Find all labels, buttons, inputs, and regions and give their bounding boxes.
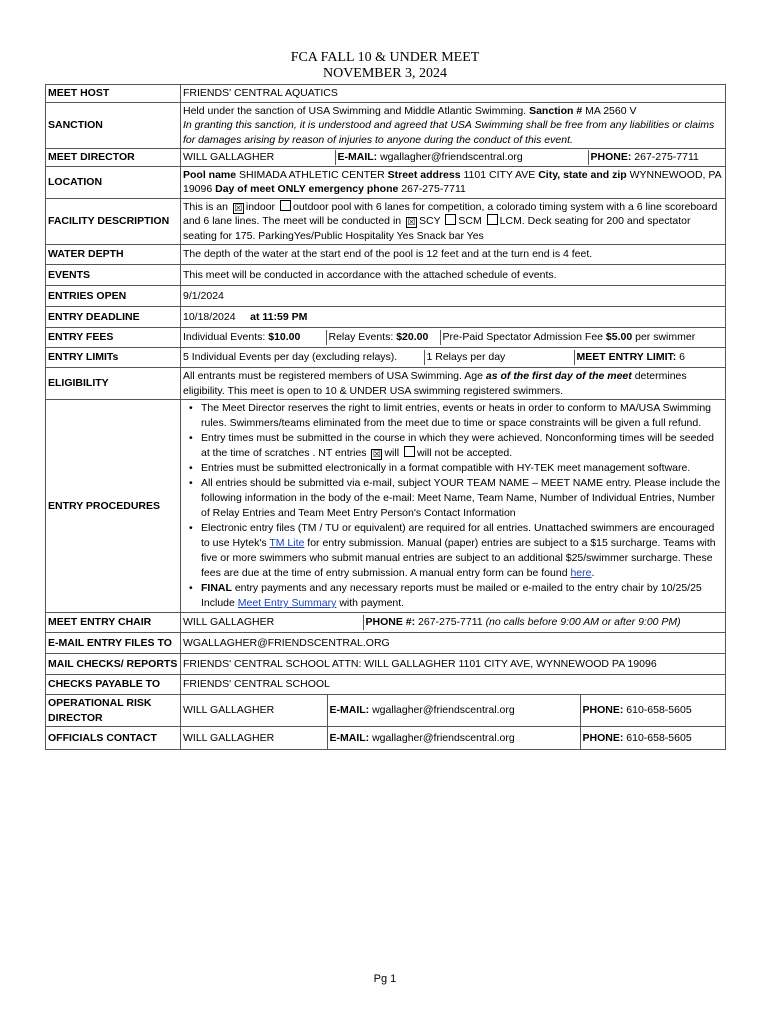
director-phone: 267-275-7711 [634, 151, 699, 163]
facility-text-1: This is an [183, 200, 228, 213]
procedure-3: Entries must be submitted electronically in a format compatible with HY-TEK meet management software. [201, 462, 691, 474]
water-depth-value: The depth of the water at the start end of the pool is 12 feet and at the turn end is 4 feet. [181, 245, 726, 265]
officials-contact-label: OFFICIALS CONTACT [46, 727, 181, 750]
eligibility-text-2: as of the first day of the meet [485, 370, 632, 382]
row-meet-host [46, 85, 726, 103]
individual-fee-label: Individual Events: [183, 331, 266, 344]
procedure-6-bold: FINAL [201, 582, 232, 594]
officials-email-label: E-MAIL: [329, 731, 370, 744]
entry-procedures-value [181, 400, 726, 613]
scm-checkbox [445, 214, 456, 225]
director-name: WILL GALLAGHER [183, 151, 275, 163]
procedure-2-text: Entry times must be submitted in the course in which they were achieved. Nonconforming times will be seeded at the time of scratches . NT entries [201, 432, 714, 459]
officials-name: WILL GALLAGHER [183, 731, 275, 744]
document-date: NOVEMBER 3, 2024 [322, 66, 448, 81]
deadline-date: 10/18/2024 [183, 310, 236, 323]
pool-name: SHIMADA ATHLETIC CENTER [239, 168, 385, 181]
deadline-time: at 11:59 PM [250, 310, 308, 323]
chair-phone-label: PHONE #: [365, 616, 416, 629]
row-events [46, 265, 726, 286]
relay-fee-label: Relay Events: [328, 331, 394, 344]
row-mail-checks [46, 654, 726, 675]
procedure-6-end: with payment. [339, 597, 405, 609]
director-phone-label: PHONE: [590, 151, 632, 163]
entry-procedures-label: ENTRY PROCEDURES [46, 400, 181, 613]
facility-scm-text: SCM [458, 215, 482, 227]
nt-will-checkbox: ☒ [372, 449, 381, 459]
procedure-5-text-b: for entry submission. Manual (paper) entries are subject to a $15 surcharge. Teams with five or more swimmers who submit manual entries are subject to an additional $25/swimmer surcharge. These fees are due at the time of entry submission. A manual entry form can be found [201, 537, 716, 579]
officials-phone: 610-658-5605 [626, 731, 692, 744]
meet-host-label: MEET HOST [46, 85, 181, 103]
director-email-label: E-MAIL: [337, 151, 378, 163]
individual-fee: $10.00 [268, 331, 301, 344]
sanction-label: SANCTION [46, 102, 181, 149]
city: WYNNEWOOD, PA 19096 [183, 168, 722, 195]
procedure-5-end: . [591, 567, 595, 579]
row-water-depth [46, 245, 726, 265]
row-eligibility [46, 368, 726, 400]
events-label: EVENTS [46, 265, 181, 286]
mail-checks-label: MAIL CHECKS/ REPORTS [46, 654, 181, 675]
indoor-checkbox: ☒ [234, 202, 243, 213]
street: 1101 CITY AVE [463, 168, 536, 181]
sanction-number: MA 2560 V [585, 104, 637, 117]
checks-payable-label: CHECKS PAYABLE TO [46, 675, 181, 695]
pool-name-label: Pool name [183, 168, 237, 181]
events-value: This meet will be conducted in accordance with the attached schedule of events. [181, 265, 726, 286]
row-entries-open [46, 286, 726, 307]
entries-open-value: 9/1/2024 [181, 286, 726, 307]
water-depth-label: WATER DEPTH [46, 245, 181, 265]
eligibility-text-1: All entrants must be registered members of USA Swimming. Age [183, 370, 483, 382]
meet-director-label: MEET DIRECTOR [46, 149, 181, 167]
location-value [181, 166, 726, 198]
row-meet-entry-chair [46, 613, 726, 633]
entries-open-label: ENTRIES OPEN [46, 286, 181, 307]
row-facility [46, 198, 726, 245]
procedure-6-text: entry payments and any necessary reports must be mailed or e-mailed to the entry chair by 10/25/25 Include [201, 582, 702, 609]
sanction-number-label: Sanction # [529, 104, 583, 117]
list-item: • Electronic entry files (TM / TU or equivalent) are required for all entries. Unattached swimmers are encouraged to use Hytek's TM Lite for entry submission. Manual (paper) entries are subject to a $15 surcharge. Teams with five or more swimmers who submit manual entries are subject to an additional $25/swimmer surcharge. These fees are due at the time of entry submission. A manual entry form can be found here. [189, 522, 716, 579]
procedure-5-text: Electronic entry files (TM / TU or equivalent) are required for all entries. Unattached swimmers are encouraged to use Hytek's [201, 522, 715, 549]
row-operational-risk [46, 695, 726, 727]
document-title: FCA FALL 10 & UNDER MEET [290, 50, 480, 65]
procedure-2-will-not: will not be accepted. [416, 447, 513, 459]
risk-phone-label: PHONE: [582, 704, 624, 717]
entry-fees-label: ENTRY FEES [46, 328, 181, 348]
meet-entry-chair-label: MEET ENTRY CHAIR [46, 613, 181, 633]
relay-fee: $20.00 [396, 331, 429, 344]
eligibility-label: ELIGIBILITY [46, 368, 181, 400]
risk-email: wgallagher@friendscentral.org [372, 704, 515, 717]
facility-text-3: outdoor pool with 6 lanes for competition, a colorado timing system with a 6 line scoreboard and 6 lane lines. The meet will be conducted in [183, 200, 718, 227]
emergency-phone: 267-275-7711 [401, 183, 466, 195]
meet-entry-limit-label: MEET ENTRY LIMIT: [576, 351, 677, 364]
nt-will-not-checkbox [404, 446, 415, 457]
emergency-phone-label: Day of meet ONLY emergency phone [215, 183, 399, 195]
list-item: • All entries should be submitted via e-mail, subject YOUR TEAM NAME – MEET NAME entry. Please include the following information in the body of the e-mail: Meet Name, Team Name, Number of Individual Entries, Number of Relay Entries and Team Meet Entry Person's Contact Information [189, 477, 721, 519]
procedures-list [183, 401, 723, 611]
lcm-checkbox [487, 214, 498, 225]
facility-label: FACILITY DESCRIPTION [46, 198, 181, 245]
risk-name: WILL GALLAGHER [183, 704, 275, 717]
meet-host-value: FRIENDS' CENTRAL AQUATICS [181, 85, 726, 103]
procedure-2-will: will [384, 447, 400, 459]
city-label: City, state and zip [538, 168, 627, 181]
list-item: • The Meet Director reserves the right to limit entries, events or heats in order to conform to MA/USA Swimming rules. Swimmers/teams eliminated from the meet due to time or space constraints will be given a full refund. [189, 402, 712, 429]
meet-entry-limit: 6 [679, 351, 686, 364]
row-entry-fees [46, 328, 726, 348]
row-meet-director [46, 149, 726, 167]
street-label: Street address [387, 168, 461, 181]
meet-entry-summary-link[interactable]: Meet Entry Summary [237, 597, 337, 609]
page-number: Pg 1 [373, 973, 397, 985]
email-entry-files-value: WGALLAGHER@FRIENDSCENTRAL.ORG [181, 633, 726, 654]
spectator-fee-suffix: per swimmer [635, 331, 696, 344]
entry-deadline-label: ENTRY DEADLINE [46, 307, 181, 328]
mail-checks-value: FRIENDS' CENTRAL SCHOOL ATTN: WILL GALLAGHER 1101 CITY AVE, WYNNEWOOD PA 19096 [181, 654, 726, 675]
list-item: • Entries must be submitted electronically in a format compatible with HY-TEK meet management software. [189, 462, 691, 474]
operational-risk-label: OPERATIONAL RISK DIRECTOR [46, 695, 181, 727]
row-entry-limits [46, 348, 726, 368]
director-email: wgallagher@friendscentral.org [380, 151, 523, 163]
list-item: • FINAL entry payments and any necessary reports must be mailed or e-mailed to the entry chair by 10/25/25 Include Meet Entry Summary with payment. [189, 582, 702, 609]
row-location [46, 166, 726, 198]
risk-email-label: E-MAIL: [329, 704, 370, 717]
facility-indoor-text: indoor [245, 200, 276, 213]
chair-phone: 267-275-7711 [418, 616, 483, 629]
list-item: • Entry times must be submitted in the course in which they were achieved. Nonconforming times will be seeded at the time of scratches . NT entries ☒ will will not be accepted. [189, 432, 714, 459]
location-label: LOCATION [46, 166, 181, 198]
individual-limit: 5 Individual Events per day (excluding relays). [183, 351, 398, 364]
manual-entry-form-link[interactable]: here [570, 567, 592, 579]
sanction-text: Held under the sanction of USA Swimming and Middle Atlantic Swimming. [183, 104, 527, 117]
outdoor-checkbox [280, 200, 291, 211]
row-entry-procedures [46, 400, 726, 613]
eligibility-text-3: determines eligibility. This meet is open to 10 & UNDER USA swimming registered swimmers. [183, 370, 687, 397]
tm-lite-link[interactable]: TM Lite [269, 537, 305, 549]
officials-email: wgallagher@friendscentral.org [372, 731, 515, 744]
eligibility-value [181, 368, 726, 400]
facility-scy-text: SCY [419, 215, 441, 227]
email-entry-files-label: E-MAIL ENTRY FILES TO [46, 633, 181, 654]
sanction-value [181, 102, 726, 149]
meet-info-table [45, 84, 726, 750]
scy-checkbox: ☒ [407, 217, 416, 227]
row-sanction [46, 102, 726, 149]
relay-limit: 1 Relays per day [424, 350, 574, 365]
facility-text-6: LCM. Deck seating for 200 and spectator seating for 175. ParkingYes/Public Hospitality Yes Snack bar Yes [183, 215, 691, 242]
procedure-1: The Meet Director reserves the right to limit entries, events or heats in order to conform to MA/USA Swimming rules. Swimmers/teams eliminated from the meet due to time or space constraints will be given a full refund. [201, 402, 712, 429]
entry-deadline-value [181, 307, 726, 328]
row-officials-contact [46, 727, 726, 750]
chair-phone-note: (no calls before 9:00 AM or after 9:00 PM) [485, 616, 681, 629]
sanction-disclaimer: In granting this sanction, it is understood and agreed that USA Swimming shall be free from any liabilities or claims for damages arising by reason of injuries to anyone during the conduct of this event. [183, 119, 715, 146]
entry-limits-label: ENTRY LIMITs [46, 348, 181, 368]
row-email-entry-files [46, 633, 726, 654]
procedure-4: All entries should be submitted via e-mail, subject YOUR TEAM NAME – MEET NAME entry. Please include the following information in the body of the e-mail: Meet Name, Team Name, Number of Individual Entries, Number of Relay Entries and Team Meet Entry Person's Contact Information [201, 477, 721, 519]
chair-name: WILL GALLAGHER [183, 616, 275, 629]
row-checks-payable [46, 675, 726, 695]
risk-phone: 610-658-5605 [626, 704, 692, 717]
facility-value [181, 198, 726, 245]
checks-payable-value: FRIENDS' CENTRAL SCHOOL [181, 675, 726, 695]
officials-phone-label: PHONE: [582, 731, 624, 744]
row-entry-deadline [46, 307, 726, 328]
spectator-fee-label: Pre-Paid Spectator Admission Fee [442, 331, 603, 344]
spectator-fee: $5.00 [605, 331, 633, 344]
